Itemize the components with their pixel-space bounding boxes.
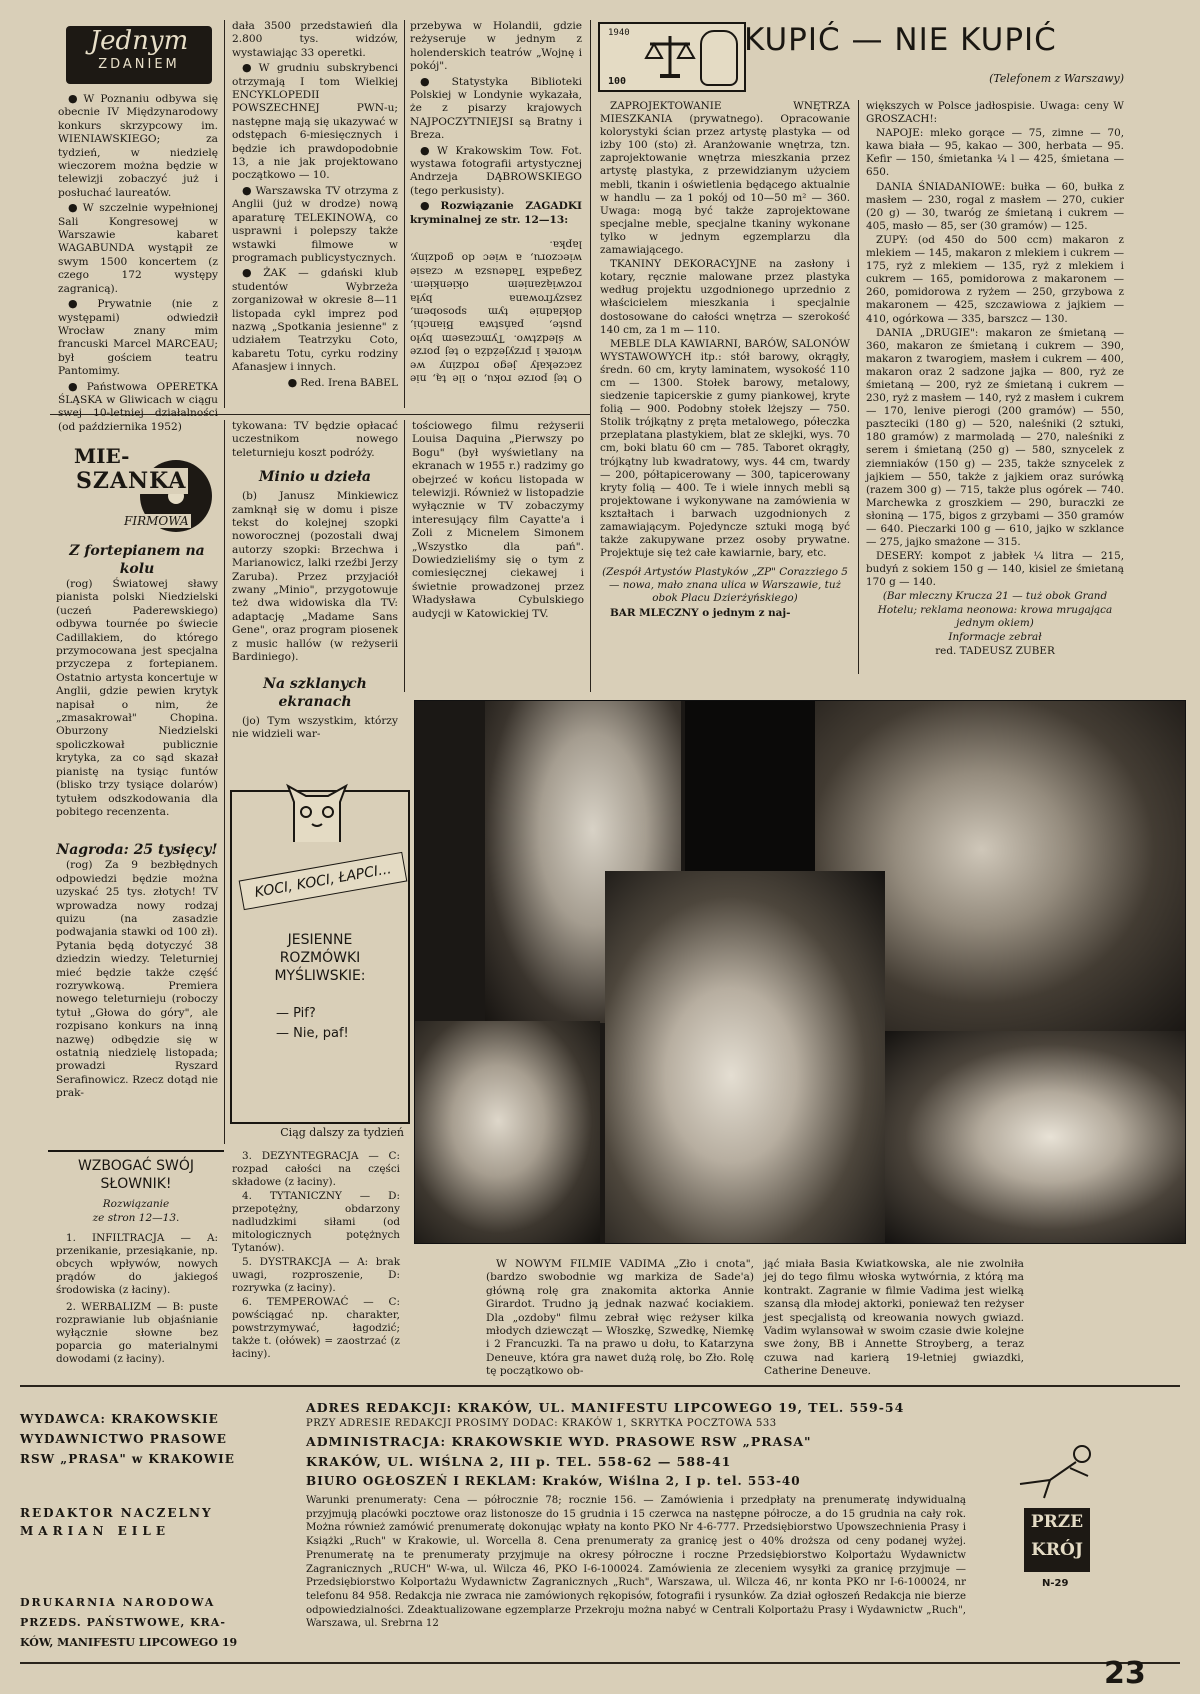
- publisher-line-2: WYDAWNICTWO PRASOWE: [20, 1432, 227, 1446]
- slownik-column-2: [232, 1150, 400, 1362]
- kupic-subtitle: (Telefonem z Warszawy): [989, 72, 1124, 85]
- printer-line-3: KÓW, MANIFESTU LIPCOWEGO 19: [20, 1636, 238, 1649]
- column-news-2: [232, 20, 398, 391]
- headline: Minio u dzieła: [259, 469, 371, 486]
- koci-line-2: — Nie, paf!: [276, 1026, 349, 1041]
- photo-actress-5: [415, 1021, 600, 1243]
- kupic-paragraph: większych w Polsce jadłospisie. Uwaga: ceny W GROSZACH!:: [866, 100, 1124, 126]
- printer-line-1: DRUKARNIA NARODOWA: [20, 1596, 216, 1609]
- article-text: (rog) Światowej sławy pianista polski Niedzielski (uczeń Paderewskiego) odbywa tournée po świecie Cadillakiem, do którego przymocowana jest specjalna przyczepa z fortepianem. Ostatnio artysta koncertuje w Anglii, gdzie pewien krytyk napisał o nim, że „zmasakrował" Chopina. Oburzony Niedzielski spoliczkował publicznie krytyka, za co sąd skazał pianistę na tysiąc funtów (blisko trzy tysiące dolarów) tytułem odszkodowania dla pobitego recenzenta.: [56, 578, 218, 818]
- administration-line-1: ADMINISTRACJA: KRAKOWSKIE WYD. PRASOWE RSW „PRASA": [306, 1434, 812, 1449]
- logo-line-1: PRZE: [1030, 1512, 1084, 1532]
- koci-title-1: JESIENNE: [287, 932, 353, 948]
- logo-line-2: KRÓJ: [1031, 1540, 1083, 1560]
- scale-icon: [644, 32, 696, 80]
- slownik-column-1: [56, 1232, 218, 1367]
- koci-sign: KOCI, KOCI, ŁAPCI...: [239, 852, 408, 910]
- kupic-paragraph: DESERY: kompot z jabłek ¼ litra — 215, budyń z sokiem 150 g — 140, kisiel ze śmietaną 170 g — 140.: [866, 550, 1124, 589]
- kupic-note: (Bar mleczny Krucza 21 — tuż obok Grand Hotelu; reklama neonowa: krowa mrugająca jednym okiem): [877, 590, 1113, 629]
- kupic-title: KUPIĆ — NIE KUPIĆ: [744, 22, 1057, 58]
- slownik-item: 5. DYSTRAKCJA — A: brak uwagi, rozproszenie, D: rozrywka (z łaciny).: [232, 1256, 400, 1294]
- kupic-paragraph: ZAPROJEKTOWANIE WNĘTRZA MIESZKANIA (prywatnego). Opracowanie kolorystyki ścian przez artystę plastyka — od izby 100 (sto) zł. Aranżowanie wnętrza, tzn. zaprojektowanie wnętrza mieszkania przez artystę plastyka, z przewidzianym użyciem mebli, tkanin i oświetlenia będącego aktualnie w handlu — za 1 pokój od 10—50 m² — 360. Uwaga: mogą być także zaprojektowane specjalne meble, specjalne tkaniny wykonane tylko w jednym egzemplarzu dla zamawiającego.: [600, 100, 850, 257]
- slownik-item: 1. INFILTRACJA — A: przenikanie, przesiąkanie, np. obcych wpływów, nowych prądów do jakiegoś środowiska (z łaciny).: [56, 1232, 218, 1296]
- editor-line-2: MARIAN EILE: [20, 1524, 170, 1538]
- administration-line-2: KRAKÓW, UL. WIŚLNA 2, III p. TEL. 558-62 — 588-41: [306, 1454, 732, 1469]
- koci-line-1: — Pif?: [276, 1006, 316, 1021]
- mieszanka-logo: [70, 444, 220, 540]
- vadim-caption-right: [764, 1258, 1024, 1380]
- face-icon: [700, 30, 738, 86]
- logo-line-3: FIRMOWA: [124, 514, 189, 528]
- news-item: ● Państwowa OPERETKA ŚLĄSKA w Gliwicach w ciągu (od października 1952): [58, 380, 218, 435]
- kupic-credit: Informacje zebrał: [948, 630, 1042, 643]
- kupic-column-left: [600, 100, 850, 621]
- kupic-paragraph: DANIA „DRUGIE": makaron ze śmietaną — 360, makaron ze śmietaną i cukrem — 390, makaron z twarogiem, masłem i cukrem — 400, makaron oraz 2 sadzone jajka — 800, ryż ze śmietaną — 200, ryż ze śmietaną i cukrem — 230, ryż z masłem — 140, ryż z masłem i cukrem — 170, lenive pierogi (200 gramów) — 550, paszteciki (180 g) — 520, naleśniki (2 sztuki, 180 gramów) z marmoladą — 270, naleśniki z serem i śmietaną (250 g) — 580, sznycelek z ziemniaków (150 g) — 235, także sznycelek z jajkiem — 550, także z jajkiem oraz surówką (razem 300 g) — 715, także plus ogórek — 740. Marchewka z groszkiem — 290, buraczki ze słoniną — 175, bigos z grzybami — 350 gramów — 640. Pieczarki 100 g — 610, jajko w szklance — 275, jajko smażone — 315.: [866, 326, 1124, 549]
- news-item: ● W Krakowskim Tow. Fot. wystawa fotografii artystycznej Andrzeja DĄBROWSKIEGO (tego perkusisty).: [410, 144, 582, 199]
- printer-line-2: PRZEDS. PAŃSTWOWE, KRA-: [20, 1616, 226, 1629]
- slownik-item: 4. TYTANICZNY — D: przepotężny, obdarzony nadludzkimi siłami (od mitologicznych potężnych Tytanów).: [232, 1190, 400, 1254]
- kupic-paragraph: MEBLE DLA KAWIARNI, BARÓW, SALONÓW WYSTAWOWYCH itp.: stół barowy, okrągły, średn. 60 cm, kryty laminatem, wysokość 110 cm — 1300. Stołek barowy, metalowy, siedzenie tapicerskie z gumy piankowej, kryte folią — 900. Podobny stołek lżejszy — 750. Stolik trójkątny z pręta metalowego, półeczka przeplatana plastykiem, blat ze sklejki, wys. 70 cm, boki blatu 60 cm — 785. Taboret okrągły, trójkątny lub kwadratowy, wys. 44 cm, twardy — 200, półtapicerowany — 300, tapicerowany kryty folią — 400. Te i wiele innych mebli są projektowane i wykonywane na zamówienia w kształtach i barwach uzgodnionych z zamawiającym. Pojedyncze sztuki mogą być także zakupywane przez osoby prywatne. Projektuje się też całe kawiarnie, bary, etc.: [600, 337, 850, 560]
- kupic-paragraph: ZUPY: (od 450 do 500 ccm) makaron z mlekiem — 145, makaron z mlekiem i cukrem — 175, ryż z mlekiem — 135, ryż z mlekiem i cukrem — 165, pomidorowa z makaronem — 260, pomidorowa z ryżem — 250, grzybowa z makaronem — 425, szczawiowa z jajkiem — 410, ogórkowa — 335, barszcz — 130.: [866, 233, 1124, 325]
- kupic-badge: [598, 22, 746, 92]
- slownik-title-1: WZBOGAĆ SWÓJ: [77, 1158, 195, 1174]
- ads-office-line: BIURO OGŁOSZEŃ I REKLAM: Kraków, Wiślna 2, I p. tel. 553-40: [306, 1474, 801, 1488]
- page-number: 23: [1104, 1656, 1146, 1691]
- news-item: ● Prywatnie (nie z występami) odwiedził Wrocław znany mim francuski Marcel MARCEAU; był gościem teatru Pantomimy.: [58, 297, 218, 378]
- przekroj-logo: [1024, 1508, 1090, 1572]
- kupic-author: red. TADEUSZ ZUBER: [935, 644, 1055, 657]
- address-line-1: ADRES REDAKCJI: KRAKÓW, UL. MANIFESTU LIPCOWEGO 19, TEL. 559-54: [306, 1400, 905, 1415]
- caption-text: jąć miała Basia Kwiatkowska, ale nie zwolniła jej do tego filmu włoska wytwórnia, z którą ma kontrakt. Zagranie w filmie Vadima jest wielką szansą dla młodej aktorki, ponieważ ten reżyser jest specjalistą od kreowania nowych gwiazd. Vadim wylansował w swoim czasie dwie kolejne swe żony, BB i Annette Stroyberg, a teraz czuwa nad karierą 19-letniej gwiazdki, Catherine Deneuve.: [764, 1258, 1024, 1378]
- slownik-item: 2. WERBALIZM — B: puste rozprawianie lub objaśnianie wyłącznie słowne bez poparcia go materialnymi dowodami (z łaciny).: [56, 1301, 218, 1365]
- publisher-line-3: RSW „PRASA" w KRAKOWIE: [20, 1452, 235, 1466]
- caption-text: W NOWYM FILMIE VADIMA „Zło i cnota", (bardzo swobodnie wg markiza de Sade'a) główną rolę gra znakomita aktorka Annie Girardot. Trudno ją jednak nazwać kociakiem. Dla „ozdoby" filmu zebrał więc reżyser kilka młodych dziewcząt — Włoszkę, Szwedkę, Niemkę i 2 Francuzki. Ta na prawo u dołu, to Katarzyna Deneuve, która gra nawet dużą rolę, bo Zło. Rolę tę początkowo ob-: [486, 1258, 754, 1378]
- news-item: dała 3500 przedstawień dla 2.800 tys. widzów, wystawiając 33 operetki.: [232, 20, 398, 59]
- editor-line-1: REDAKTOR NACZELNY: [20, 1506, 213, 1520]
- slownik-item: 3. DEZYNTEGRACJA — C: rozpad całości na części składowe (z łaciny).: [232, 1150, 400, 1188]
- logo-line-1: MIE-: [74, 444, 130, 468]
- publisher-line-1: WYDAWCA: KRAKOWSKIE: [20, 1412, 219, 1426]
- article-text: (rog) Za 9 bezbłędnych odpowiedzi będzie można uzyskać 25 tys. złotych! TV wprowadza nowy rodzaj quizu (na zasadzie podwajania stawki od 100 zł). Pytania będą dotyczyć 38 dziedzin wiedzy. Teleturniej mieć będzie także część rozrywkową. Premiera nowego teleturnieju (roboczy tytuł „Głowa do góry", ale rozpisano konkurs na inną nazwę) odbędzie się w ostatnią niedzielę listopada; prowadzi Ryszard Serafinowicz. Rzecz dotąd nie prak-: [56, 859, 218, 1100]
- continued-note: Ciąg dalszy za tydzień: [280, 1126, 404, 1139]
- kupic-note: (Zespół Artystów Plastyków „ZP" Corazziego 5 — nowa, mało znana ulica w Warszawie, tuż obok Placu Dzierżyńskiego): [602, 566, 848, 605]
- article-text: tościowego filmu reżyserii Louisa Daquina „Pierwszy po Bogu" (był wyświetlany na ekranach w 1955 r.) radzimy go obejrzeć w końcu listopada w telewizji. Również w listopadzie wyłącznie w TV zobaczymy interesujący film Cayatte'a i Zoli z Micnelem Simonem „Wszystko dla pań". Dowiedzieliśmy się o tym z comiesięcznej ciekawej i świetnie prowadzonej przez Władysława Cybulskiego audycji w Katowickiej TV.: [412, 420, 584, 620]
- column-jednym-zdaniem: [58, 92, 218, 435]
- column-film: [412, 420, 584, 622]
- logo-line-2: SZANKA: [76, 468, 187, 494]
- issue-number: N-29: [1042, 1578, 1069, 1589]
- logo-line-bottom: ZDANIEM: [98, 57, 180, 72]
- cat-icon: [282, 782, 352, 846]
- headline: Nagroda: 25 tysięcy!: [56, 842, 218, 859]
- slownik-title-2: SŁOWNIK!: [100, 1176, 172, 1192]
- article-text: tykowana: TV będzie opłacać uczestnikom nowego teleturnieju koszt podróży.: [232, 420, 398, 459]
- news-item: ● W Poznaniu odbywa się obecnie IV Międzynarodowy konkurs skrzypcowy im. WIENIAWSKIEGO; za tydzień, w niedzielę wieczorem można będzie w telewizji zobaczyć już i posłuchać laureatów.: [58, 92, 218, 200]
- kupic-paragraph: TKANINY DEKORACYJNE na zasłony i kotary, ręcznie malowane przez plastyka według projektu uzgodnionego uprzednio z właścicielem mieszkania i specjalnie dostosowane do całości wnętrza — szerokość 140 cm, za 1 m — 110.: [600, 258, 850, 336]
- photo-actress-6: [885, 1031, 1185, 1243]
- koci-title-3: MYŚLIWSKIE:: [274, 968, 366, 984]
- photo-actress-4: [605, 871, 885, 1243]
- news-item: ● Statystyka Biblioteki Polskiej w Londynie wykazała, że z pisarzy krajowych NAJPOCZYTNIEJSI są Bratny i Breza.: [410, 75, 582, 143]
- address-line-2: PRZY ADRESIE REDAKCJI PROSIMY DODAC: KRAKÓW 1, SKRYTKA POCZTOWA 533: [306, 1418, 777, 1429]
- headline: Na szklanych ekranach: [263, 675, 367, 710]
- article-text: (jo) Tym wszystkim, którzy nie widzieli war-: [232, 714, 398, 740]
- slownik-sub-2: ze stron 12—13.: [92, 1212, 180, 1224]
- slownik-item: 6. TEMPEROWAĆ — C: powściągać np. charakter, powstrzymywać, łagodzić; także t. (ołówek) = zaostrzać (z łaciny).: [232, 1296, 400, 1360]
- koci-title-2: ROZMÓWKI: [279, 950, 361, 966]
- column-mieszanka: [56, 542, 218, 1102]
- article-text: (b) Janusz Minkiewicz zamknął się w domu i pisze tekst do kolejnej szopki noworocznej (pozostali dwaj autorzy szopki: Brzechwa i Marianowicz, lalki rzeźbi Jerzy Zaruba). Przez przyjaciół zwany „Minio", przygotowuje też dwa widowiska dla TV: adaptację „Madame Sans Gene", oraz program piosenek z music hallów (w reżyserii Bardiniego).: [232, 490, 398, 664]
- photo-collage: [414, 700, 1186, 1244]
- column-mieszanka-2: [232, 420, 398, 742]
- slownik-sub-1: Rozwiązanie: [102, 1198, 170, 1210]
- badge-top-text: 1940: [608, 28, 630, 38]
- news-item: ● W grudniu subskrybenci otrzymają I tom Wielkiej ENCYKLOPEDII POWSZECHNEJ PWN-u; następne mają się ukazywać w odstępach 6-miesięcznych i będzie ich prawdopodobnie 13, a nie jak projektowano początkowo — 10.: [232, 61, 398, 183]
- author-signature: ● Red. Irena BABEL: [232, 376, 398, 390]
- kupic-column-right: [866, 100, 1124, 659]
- kupic-paragraph: BAR MLECZNY o jednym z naj-: [610, 606, 791, 619]
- koci-box: [230, 790, 410, 1124]
- news-item: przebywa w Holandii, gdzie reżyseruje w jednym z holenderskich teatrów „Wojnę i pokój".: [410, 20, 582, 73]
- subscription-terms: Warunki prenumeraty: Cena — półrocznie 78; rocznie 156. — Zamówienia i przedpłaty na prenumeratę indywidualną przyjmują placówki pocztowe oraz listonosze do 15 grudnia i 15 czerwca na następne półrocze, a do 15 grudnia na cały rok. Można również zamówić prenumeratę dokonując wpłaty na konto PKO Nr 4-6-777. Przedsiębiorstwo Upowszechnienia Prasy i Książki „Ruch" w Krakowie, ul. Worcella 8. Cena prenumeraty za granicę jest o 40% droższa od ceny podanej wyżej. Prenumeratę na te prenumeraty przyjmuje na okresy półroczne i roczne Przedsiębiorstwo Kolportażu Wydawnictw Zagranicznych „RUCH" W-wa, ul. Wilcza 46, PKO I-6-100024. Zamówienia ze zleceniem wysyłki za granicę przyjmuje — Przedsiębiorstwo Kolportażu Wydawnictw Zagranicznych „Ruch", Warszawa, ul. Wilcza 46, nr konta PKO nr I-6-100024, nr telefonu 84 958. Redakcja nie zwraca nie zamówionych rękopisów, fotografii i rysunków. Za dział ogłoszeń Redakcja nie bierze odpowiedzialności. Zdeaktualizowane egzemplarze Przekroju można nabyć w Centrali Kolportażu Prasy i Wydawnictw „Ruch", Warszawa, ul. Srebrna 12: [306, 1495, 966, 1630]
- kupic-paragraph: DANIA ŚNIADANIOWE: bułka — 60, bułka z masłem — 230, rogal z masłem — 270, cukier (20 g) — 30, twaróg ze śmietaną i cukrem — 405, masło — 85, ser (30 gramów) — 125.: [866, 180, 1124, 232]
- news-item: ● W szczelnie wypełnionej Sali Kongresowej w Warszawie kabaret WAGABUNDA wystąpił ze swym 1500 koncertem (z czego 172 występy zagranicą).: [58, 201, 218, 296]
- column-news-3: [410, 20, 582, 386]
- reclining-figure-icon: [1010, 1440, 1100, 1504]
- puzzle-solution-upside-down: O tej porze roku, o ile tą, nie zaczekały jego rodziny we wtorek i przyjeżdża o tej porze w śledztwo. Tymczasem było puste, państwa Bianchi, dokładnie tym sposobem, zaszyfrowana była rozwiązaniem okienkiem. Zagadka Tadeusza w czasie wieczoru, a wiec do godziny, lapka.: [410, 238, 582, 385]
- jednym-zdaniem-logo: [66, 26, 212, 84]
- news-item: ● Rozwiązanie ZAGADKI kryminalnej ze str. 12—13:: [410, 199, 582, 227]
- logo-line-top: Jednym: [89, 26, 189, 56]
- headline: Z fortepianem na kolu: [69, 543, 205, 577]
- vadim-caption-left: [486, 1258, 754, 1380]
- badge-bottom-text: 100: [608, 76, 627, 87]
- news-item: ● Warszawska TV otrzyma z Anglii (już w drodze) nową aparaturę TELEKINOWĄ, co usprawni i polepszy także wstawki filmowe w programach publicystycznych.: [232, 184, 398, 265]
- kupic-paragraph: NAPOJE: mleko gorące — 75, zimne — 70, kawa biała — 95, kakao — 300, herbata — 95. Kefir — 150, śmietanka ¼ l — 425, śmietana — 650.: [866, 127, 1124, 179]
- news-item: ● ŻAK — gdański klub studentów Wybrzeża zorganizował w okresie 8—11 listopada cykl imprez pod nazwą „Spotkania jesienne" z udziałem Teatrzyku Coto, kabaretu Totu, cyrku rodziny Afanasjew i innych.: [232, 266, 398, 374]
